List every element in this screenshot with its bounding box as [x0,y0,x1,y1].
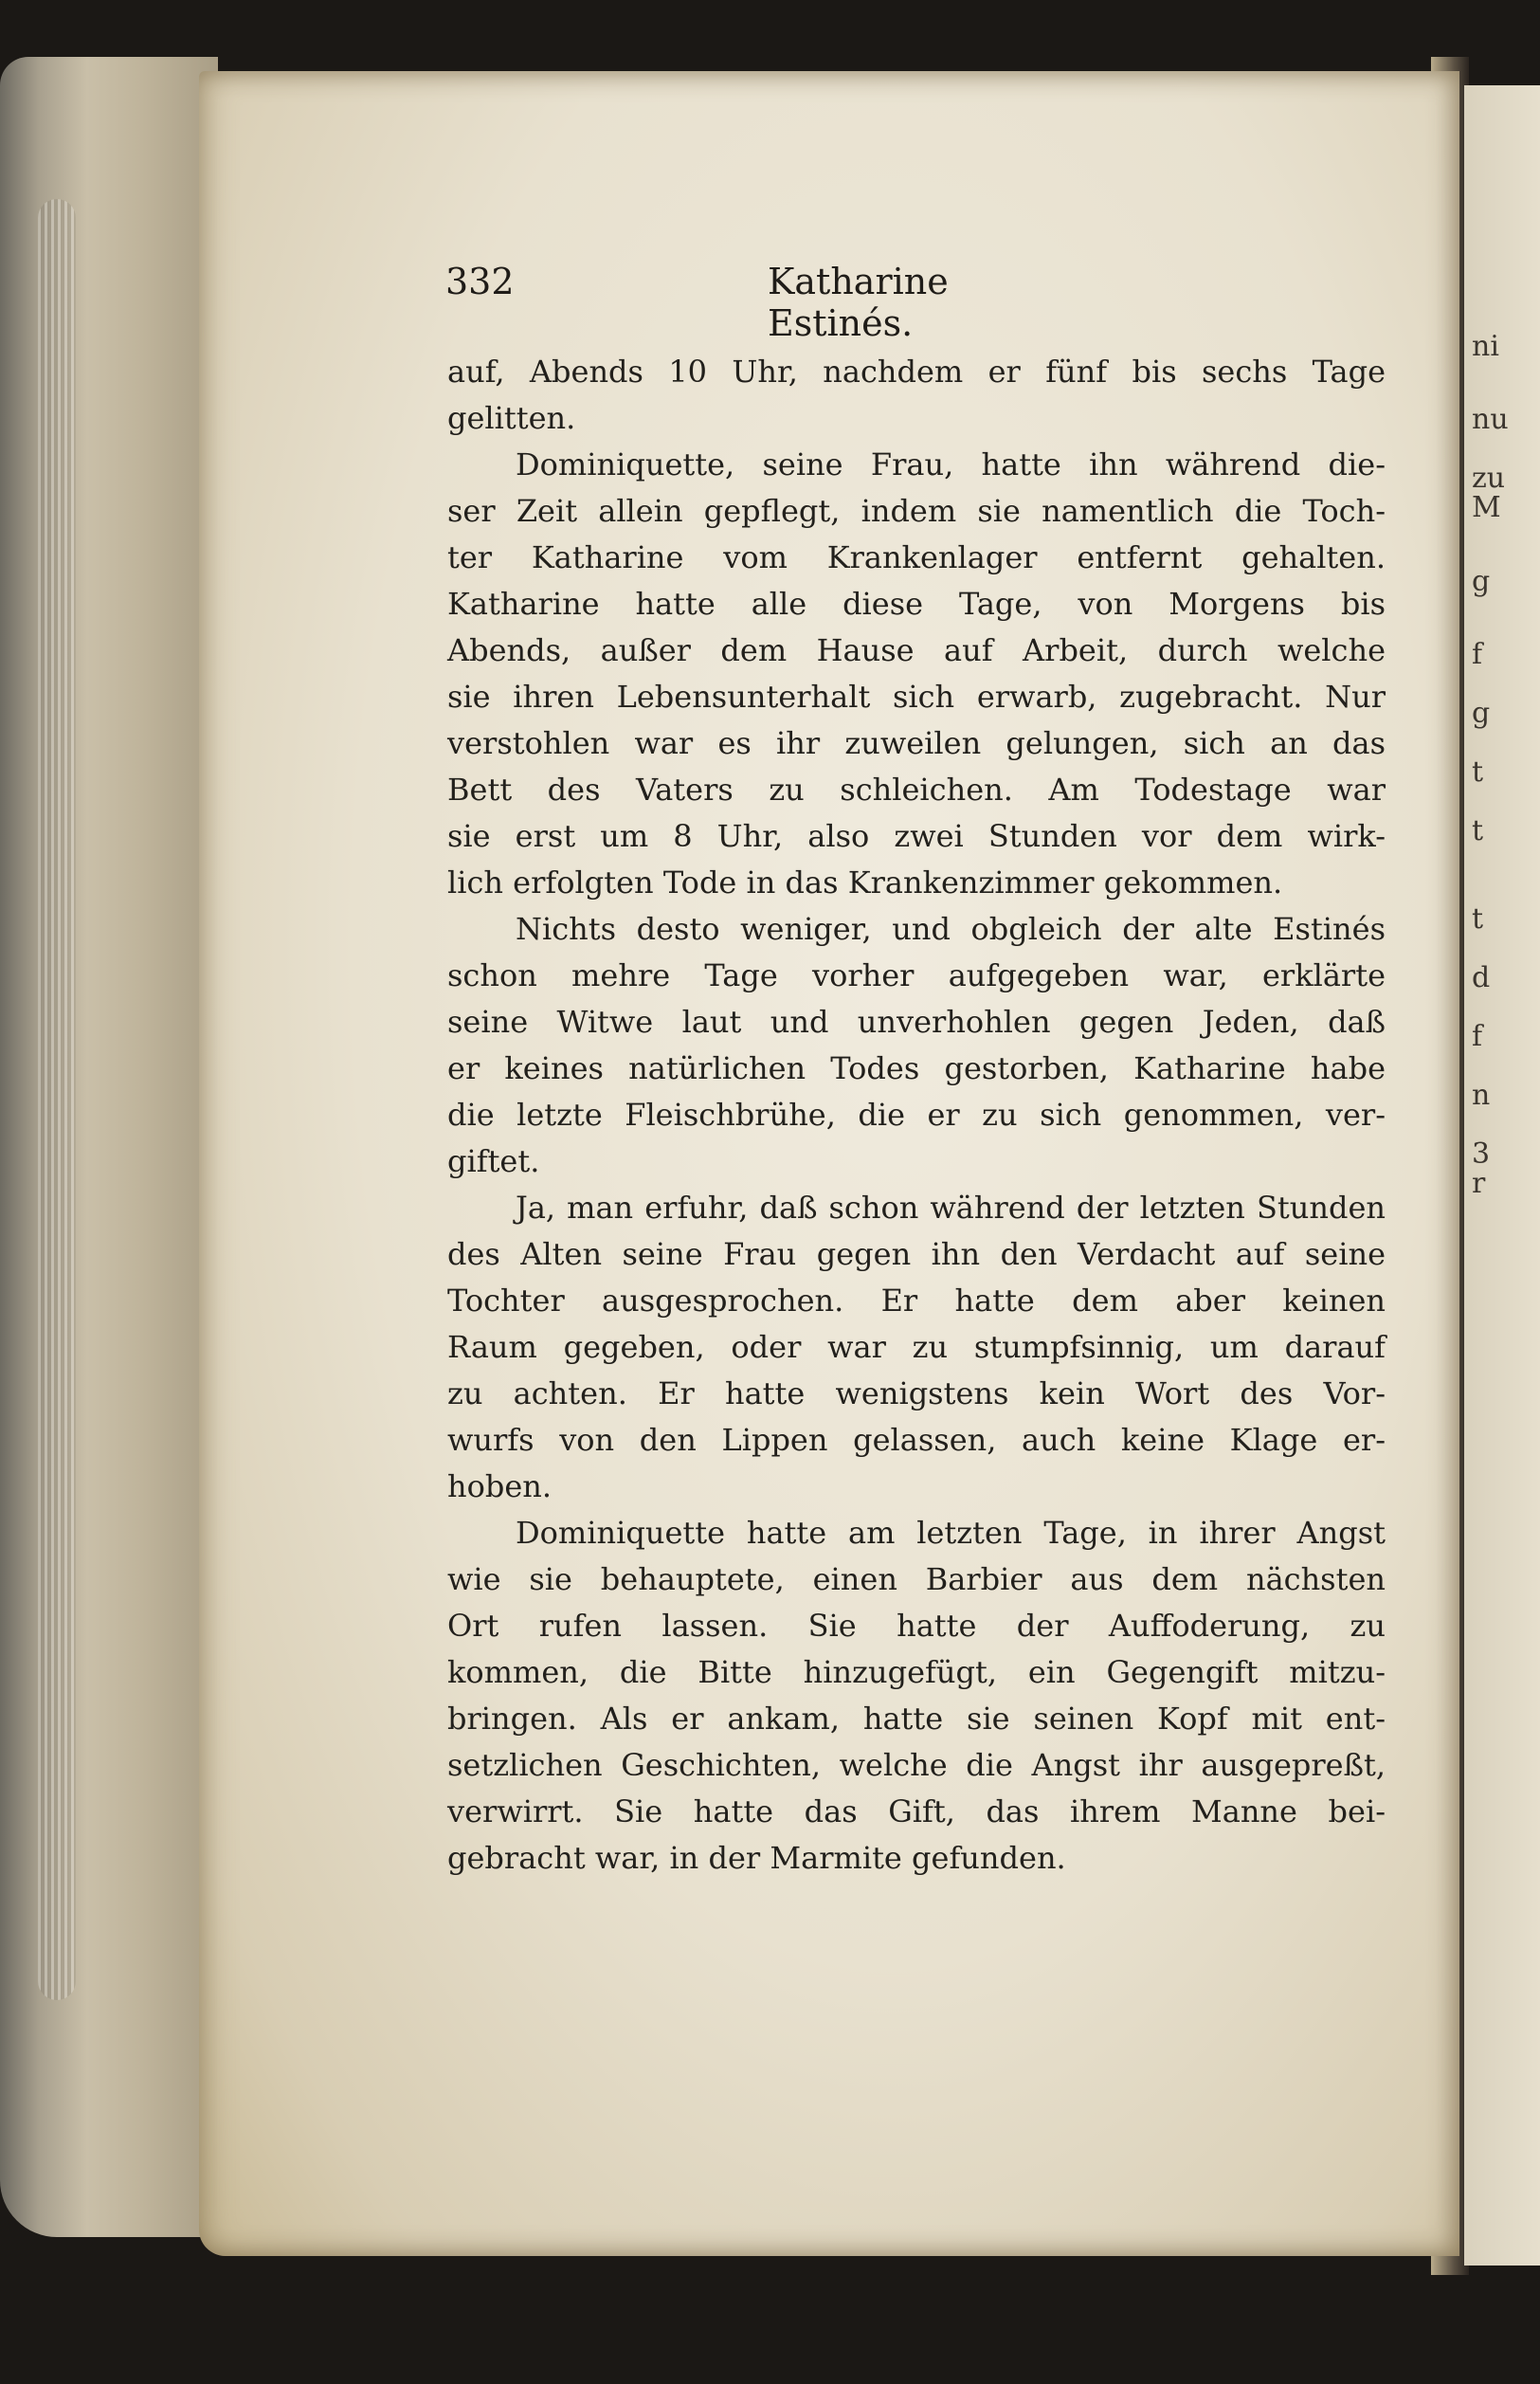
facing-page-fragment: 3 [1472,1137,1491,1171]
text-line: Raum gegeben, oder war zu stumpfsinnig, um darauf [447,1329,1386,1365]
text-line: Tochter ausgesprochen. Er hatte dem aber keinen [447,1283,1386,1319]
text-line: des Alten seine Frau gegen ihn den Verdacht auf seine [447,1236,1386,1272]
text-line: Dominiquette, seine Frau, hatte ihn während die- [516,446,1386,482]
text-line: lich erfolgten Tode in das Krankenzimmer gekommen. [447,864,1283,901]
text-line: Katharine hatte alle diese Tage, von Morgens bis [447,586,1386,622]
text-line: ter Katharine vom Krankenlager entfernt gehalten. [447,539,1386,575]
page-text [447,349,1386,1882]
text-line: Abends, außer dem Hause auf Arbeit, durch welche [447,632,1386,668]
facing-page-fragment: r [1472,1167,1486,1200]
text-line: schon mehre Tage vorher aufgegeben war, erklärte [447,957,1386,993]
text-line: seine Witwe laut und unverhohlen gegen Jeden, daß [447,1004,1386,1040]
facing-page-fragment: ni [1472,329,1499,363]
text-line: verstohlen war es ihr zuweilen gelungen, sich an das [447,725,1386,761]
facing-page-fragment: M [1472,491,1501,524]
text-line: gelitten. [447,400,576,436]
facing-page-fragment: d [1472,961,1491,994]
text-line: Bett des Vaters zu schleichen. Am Todestage war [447,772,1386,808]
facing-page-fragment: g [1472,697,1491,730]
facing-page-fragment: nu [1472,403,1509,436]
facing-page-fragment: f [1472,638,1483,671]
text-line: giftet. [447,1143,540,1179]
text-line: zu achten. Er hatte wenigstens kein Wort des Vor- [447,1375,1386,1411]
text-line: wurfs von den Lippen gelassen, auch keine Klage er- [447,1422,1386,1458]
running-title: Katharine Estinés. [768,261,949,344]
page-number: 332 [445,261,515,302]
text-line: Nichts desto weniger, und obgleich der alte Estinés [516,911,1386,947]
text-line: die letzte Fleischbrühe, die er zu sich genommen, ver- [447,1097,1386,1133]
text-line: gebracht war, in der Marmite gefunden. [447,1840,1066,1876]
facing-page-fragment: f [1472,1020,1483,1053]
text-line: verwirrt. Sie hatte das Gift, das ihrem Manne bei- [447,1793,1386,1829]
facing-page-fragment: t [1472,902,1484,936]
facing-page-edge [1464,85,1540,2266]
text-line: er keines natürlichen Todes gestorben, Katharine habe [447,1050,1386,1086]
text-line: ser Zeit allein gepflegt, indem sie namentlich die Toch- [447,493,1386,529]
facing-page-fragment: t [1472,755,1484,789]
text-line: bringen. Als er ankam, hatte sie seinen Kopf mit ent- [447,1701,1386,1737]
text-line: sie ihren Lebensunterhalt sich erwarb, zugebracht. Nur [447,679,1386,715]
text-line: Dominiquette hatte am letzten Tage, in ihrer Angst [516,1515,1386,1551]
text-line: hoben. [447,1468,553,1504]
facing-page-fragment: n [1472,1079,1491,1112]
text-line: setzlichen Geschichten, welche die Angst ihr ausgepreßt, [447,1747,1386,1783]
page-header [445,261,1080,344]
facing-page-fragment: g [1472,564,1491,598]
facing-page-fragment: zu [1472,462,1506,495]
text-line: Ort rufen lassen. Sie hatte der Auffoderung, zu [447,1608,1386,1644]
text-line: Ja, man erfuhr, daß schon während der letzten Stunden [516,1190,1386,1226]
text-line: wie sie behauptete, einen Barbier aus dem nächsten [447,1561,1386,1597]
text-line: kommen, die Bitte hinzugefügt, ein Gegengift mitzu- [447,1654,1386,1690]
text-line: sie erst um 8 Uhr, also zwei Stunden vor dem wirk- [447,818,1386,854]
text-line: auf, Abends 10 Uhr, nachdem er fünf bis sechs Tage [447,354,1386,390]
facing-page-fragment: t [1472,814,1484,847]
page-edges-left [0,57,218,2237]
